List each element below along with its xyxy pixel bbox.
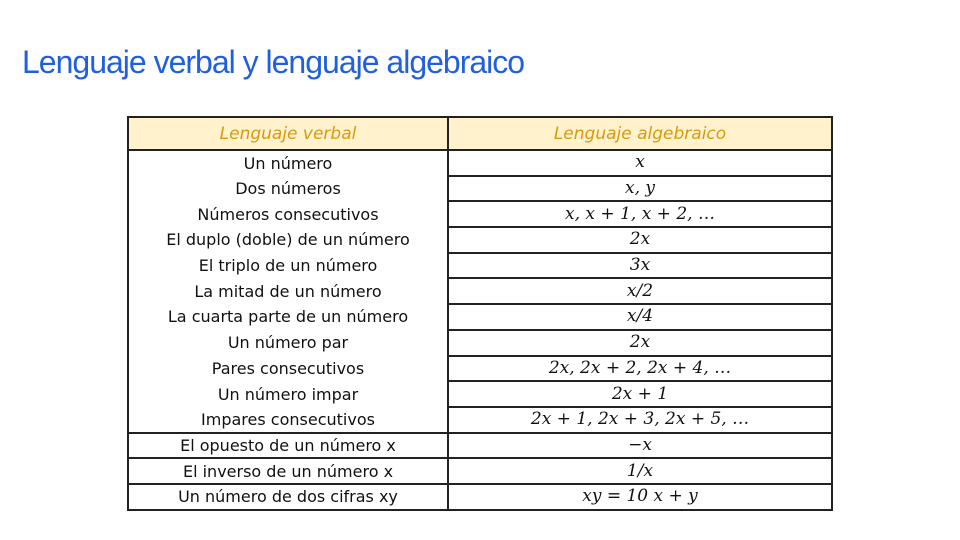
algebraic-cell: 2x, 2x + 2, 2x + 4, … [448, 356, 832, 382]
algebraic-cell: −x [448, 433, 832, 459]
verbal-cell: El inverso de un número x [128, 458, 448, 484]
table-row [128, 150, 832, 176]
algebraic-cell: 2x [448, 330, 832, 356]
header-algebraic: Lenguaje algebraico [448, 117, 832, 150]
verbal-cell: Dos números [128, 176, 448, 202]
algebraic-cell: 2x [448, 227, 832, 253]
algebraic-cell: x/4 [448, 304, 832, 330]
algebraic-cell: 1/x [448, 458, 832, 484]
table-header-row [128, 117, 832, 150]
table-row [128, 433, 832, 459]
verbal-cell: El opuesto de un número x [128, 433, 448, 459]
table-row [128, 407, 832, 433]
table-row [128, 458, 832, 484]
table-row [128, 381, 832, 407]
algebraic-cell: 2x + 1 [448, 381, 832, 407]
algebraic-cell: x/2 [448, 278, 832, 304]
table-row [128, 330, 832, 356]
algebraic-cell: 2x + 1, 2x + 3, 2x + 5, … [448, 407, 832, 433]
verbal-cell: Un número [128, 150, 448, 176]
algebraic-cell: xy = 10 x + y [448, 484, 832, 510]
verbal-cell: Un número de dos cifras xy [128, 484, 448, 510]
table-row [128, 253, 832, 279]
verbal-cell: La cuarta parte de un número [128, 304, 448, 330]
algebraic-cell: x, x + 1, x + 2, … [448, 201, 832, 227]
verbal-cell: La mitad de un número [128, 278, 448, 304]
verbal-cell: Un número impar [128, 381, 448, 407]
table-row [128, 304, 832, 330]
table-row [128, 201, 832, 227]
translation-table [127, 116, 833, 511]
table-row [128, 278, 832, 304]
verbal-cell: Un número par [128, 330, 448, 356]
verbal-cell: Pares consecutivos [128, 356, 448, 382]
algebraic-cell: 3x [448, 253, 832, 279]
table-row [128, 356, 832, 382]
algebraic-cell: x, y [448, 176, 832, 202]
verbal-cell: El duplo (doble) de un número [128, 227, 448, 253]
table-row [128, 176, 832, 202]
header-verbal: Lenguaje verbal [128, 117, 448, 150]
verbal-cell: Números consecutivos [128, 201, 448, 227]
verbal-cell: El triplo de un número [128, 253, 448, 279]
algebraic-cell: x [448, 150, 832, 176]
page-title: Lenguaje verbal y lenguaje algebraico [22, 44, 525, 80]
table-row [128, 227, 832, 253]
verbal-cell: Impares consecutivos [128, 407, 448, 433]
table-row [128, 484, 832, 510]
